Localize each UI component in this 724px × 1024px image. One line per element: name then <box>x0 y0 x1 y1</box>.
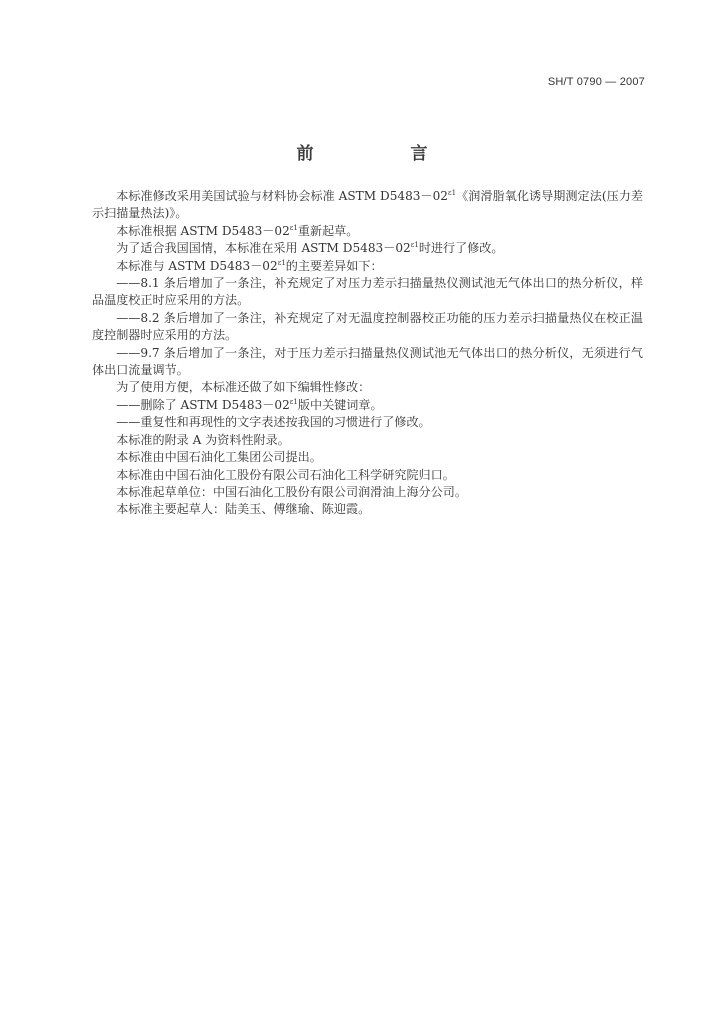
paragraph-item-9-7: ——9.7 条后增加了一条注，对于压力差示扫描量热仪测试池无气体出口的热分析仪，无须进行气体出口流量调节。 <box>92 345 643 378</box>
text: 时进行了修改。 <box>418 241 504 256</box>
superscript: ε1 <box>289 223 298 232</box>
text: 本标准修改采用美国试验与材料协会标准 ASTM D5483－02 <box>116 189 448 203</box>
paragraph-drafters: 本标准主要起草人：陆美玉、傅继瑜、陈迎霞。 <box>116 502 371 517</box>
superscript: ε1 <box>289 397 298 406</box>
paragraph-centralized: 本标准由中国石油化工股份有限公司石油化工科学研究院归口。 <box>116 467 455 482</box>
text: 的主要差异如下： <box>285 258 383 273</box>
paragraph-item-8-2: ——8.2 条后增加了一条注，补充规定了对无温度控制器校正功能的压力差示扫描量热仪在校正温度控制器时应采用的方法。 <box>92 310 643 343</box>
text: 重新起草。 <box>297 223 359 238</box>
paragraph-adoption <box>92 188 643 223</box>
paragraph-repeatability: ——重复性和再现性的文字表述按我国的习惯进行了修改。 <box>116 415 431 430</box>
paragraph-proposer: 本标准由中国石油化工集团公司提出。 <box>116 450 322 465</box>
paragraph-keywords-removed <box>92 397 643 414</box>
text: ——删除了 ASTM D5483－02 <box>116 397 290 412</box>
foreword-body <box>92 188 643 519</box>
superscript: ε1 <box>410 241 419 250</box>
text: 版中关键词章。 <box>297 397 383 412</box>
standard-code: SH/T 0790 — 2007 <box>547 76 645 88</box>
superscript: ε1 <box>277 258 286 267</box>
paragraph-item-8-1: ——8.1 条后增加了一条注，补充规定了对压力差示扫描量热仪测试池无气体出口的热分析仪，样品温度校正时应采用的方法。 <box>92 276 643 308</box>
text: 《润滑脂氧化诱导期测定法(压力差示扫描量热法)》。 <box>92 189 643 221</box>
paragraph-differences <box>92 258 643 275</box>
page-title: 前 言 <box>296 144 468 164</box>
paragraph-drafting-basis <box>92 223 643 240</box>
paragraph-modification <box>92 240 643 257</box>
text: 本标准与 ASTM D5483－02 <box>116 258 278 273</box>
paragraph-editorial: 为了使用方便，本标准还做了如下编辑性修改： <box>116 380 371 395</box>
paragraph-drafting-unit: 本标准起草单位：中国石油化工股份有限公司润滑油上海分公司。 <box>116 484 467 499</box>
text: 为了适合我国国情，本标准在采用 ASTM D5483－02 <box>116 241 411 256</box>
superscript: ε1 <box>447 189 457 197</box>
text: 本标准根据 ASTM D5483－02 <box>116 223 290 238</box>
paragraph-appendix: 本标准的附录 A 为资料性附录。 <box>116 432 290 447</box>
